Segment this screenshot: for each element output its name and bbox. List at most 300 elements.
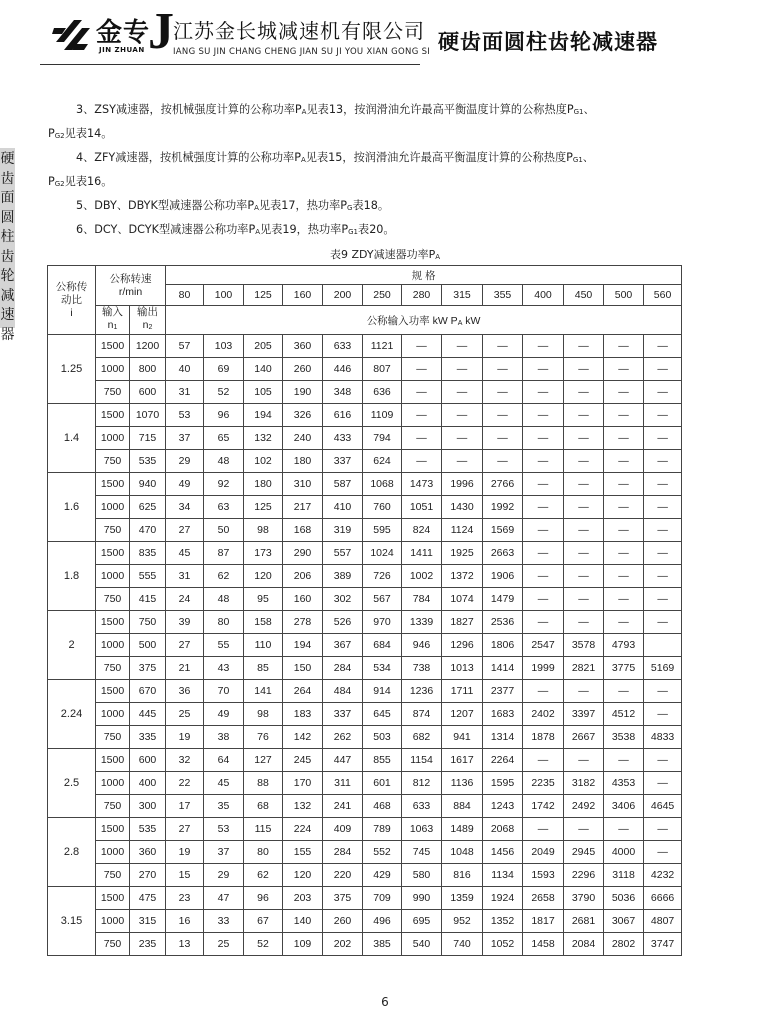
output-speed-cell: 940	[130, 473, 166, 496]
power-value-cell: 2235	[523, 772, 564, 795]
input-speed-cell: 1500	[96, 680, 130, 703]
power-value-cell: 170	[283, 772, 323, 795]
power-value-cell: 4512	[604, 703, 644, 726]
logo-chinese-name: 金专	[96, 18, 151, 48]
power-value-cell: 580	[402, 864, 442, 887]
side-tab-char: 轮	[0, 268, 15, 284]
size-header-cell: 560	[644, 285, 682, 306]
side-tab-char: 硬	[0, 151, 15, 167]
power-value-cell: 447	[323, 749, 363, 772]
size-header-cell: 450	[564, 285, 604, 306]
power-value-cell: 278	[283, 611, 323, 634]
table-row	[48, 358, 682, 381]
size-header-cell: 160	[283, 285, 323, 306]
power-value-cell: 23	[166, 887, 204, 910]
power-value-cell: 39	[166, 611, 204, 634]
output-speed-cell: 360	[130, 841, 166, 864]
power-value-cell: 67	[244, 910, 283, 933]
power-value-cell: 3578	[564, 634, 604, 657]
power-value-cell: 125	[244, 496, 283, 519]
power-value-cell: 429	[363, 864, 402, 887]
power-value-cell: 310	[283, 473, 323, 496]
power-value-cell: 183	[283, 703, 323, 726]
power-value-cell: 1063	[402, 818, 442, 841]
power-value-cell: 52	[244, 933, 283, 956]
ratio-cell: 2.24	[48, 680, 96, 749]
power-value-cell: —	[564, 473, 604, 496]
power-value-cell: 684	[363, 634, 402, 657]
input-speed-cell: 750	[96, 864, 130, 887]
power-value-cell: 109	[283, 933, 323, 956]
output-speed-cell: 535	[130, 450, 166, 473]
power-value-cell: 53	[166, 404, 204, 427]
power-value-cell: —	[523, 427, 564, 450]
power-value-cell: 203	[283, 887, 323, 910]
power-value-cell: 140	[244, 358, 283, 381]
power-value-cell: 1456	[483, 841, 523, 864]
power-value-cell: 98	[244, 519, 283, 542]
power-value-cell: 1999	[523, 657, 564, 680]
power-value-cell: 110	[244, 634, 283, 657]
table-row	[48, 588, 682, 611]
power-value-cell: 3182	[564, 772, 604, 795]
power-value-cell: 1479	[483, 588, 523, 611]
power-value-cell: 1154	[402, 749, 442, 772]
power-value-cell: 5036	[604, 887, 644, 910]
table-row	[48, 450, 682, 473]
power-value-cell: —	[523, 450, 564, 473]
output-speed-cell: 375	[130, 657, 166, 680]
ratio-cell: 2.8	[48, 818, 96, 887]
input-speed-cell: 1500	[96, 542, 130, 565]
power-value-cell: —	[604, 588, 644, 611]
power-value-cell: 260	[323, 910, 363, 933]
ratio-cell: 1.4	[48, 404, 96, 473]
power-value-cell: 47	[204, 887, 244, 910]
power-value-cell: 6666	[644, 887, 682, 910]
power-value-cell: 27	[166, 634, 204, 657]
note-line: 3、ZSY减速器，按机械强度计算的公称功率$P_A$见表13，按润滑油允许最高平衡温度计算的公称热度$P_{G1}$、	[76, 103, 595, 116]
size-header-cell: 100	[204, 285, 244, 306]
power-value-cell: 29	[166, 450, 204, 473]
power-value-cell: 150	[283, 657, 323, 680]
power-value-cell: 120	[244, 565, 283, 588]
power-value-cell: 1683	[483, 703, 523, 726]
power-value-cell: 96	[244, 887, 283, 910]
power-value-cell: —	[402, 381, 442, 404]
power-value-cell: 205	[244, 335, 283, 358]
power-value-cell: —	[564, 565, 604, 588]
size-header-cell: 355	[483, 285, 523, 306]
power-value-cell: 76	[244, 726, 283, 749]
power-value-cell: —	[644, 381, 682, 404]
input-speed-cell: 1500	[96, 818, 130, 841]
power-value-cell: 1817	[523, 910, 564, 933]
power-value-cell: —	[644, 680, 682, 703]
power-value-cell: —	[523, 680, 564, 703]
power-value-cell: 24	[166, 588, 204, 611]
power-value-cell: 2264	[483, 749, 523, 772]
power-value-cell: 3406	[604, 795, 644, 818]
power-value-cell: 760	[363, 496, 402, 519]
table-row	[48, 726, 682, 749]
size-header-cell: 125	[244, 285, 283, 306]
power-value-cell: 1207	[442, 703, 483, 726]
input-speed-cell: 1500	[96, 473, 130, 496]
power-value-cell: 64	[204, 749, 244, 772]
power-value-cell: 1489	[442, 818, 483, 841]
power-value-cell: —	[402, 427, 442, 450]
power-value-cell: 789	[363, 818, 402, 841]
output-speed-cell: 600	[130, 381, 166, 404]
power-value-cell: 1134	[483, 864, 523, 887]
power-value-cell: 1074	[442, 588, 483, 611]
power-value-cell: 1372	[442, 565, 483, 588]
size-header-cell: 400	[523, 285, 564, 306]
power-value-cell: 87	[204, 542, 244, 565]
output-speed-cell: 300	[130, 795, 166, 818]
power-value-cell: 1359	[442, 887, 483, 910]
power-value-cell: 70	[204, 680, 244, 703]
ratio-cell: 1.6	[48, 473, 96, 542]
table-row	[48, 404, 682, 427]
output-speed-header: 输出 $n_2$	[130, 306, 166, 335]
power-value-cell: 80	[204, 611, 244, 634]
power-value-cell: 633	[402, 795, 442, 818]
side-tab-char: 面	[0, 190, 15, 206]
power-value-cell: 155	[283, 841, 323, 864]
power-table	[47, 265, 682, 956]
table-row	[48, 611, 682, 634]
power-value-cell: 1617	[442, 749, 483, 772]
input-speed-cell: 750	[96, 588, 130, 611]
power-value-cell: 98	[244, 703, 283, 726]
power-value-cell: —	[644, 404, 682, 427]
size-header-cell: 250	[363, 285, 402, 306]
power-value-cell: —	[523, 611, 564, 634]
power-value-cell: 224	[283, 818, 323, 841]
power-value-cell: —	[644, 611, 682, 634]
power-value-cell: 284	[323, 657, 363, 680]
power-value-cell: 245	[283, 749, 323, 772]
power-value-cell: 206	[283, 565, 323, 588]
power-value-cell: 946	[402, 634, 442, 657]
power-value-cell: 1925	[442, 542, 483, 565]
power-value-cell: 1593	[523, 864, 564, 887]
power-value-cell: 410	[323, 496, 363, 519]
power-value-cell: 745	[402, 841, 442, 864]
size-header-cell: 280	[402, 285, 442, 306]
power-value-cell: —	[644, 818, 682, 841]
input-speed-cell: 1500	[96, 335, 130, 358]
power-value-cell: 1742	[523, 795, 564, 818]
input-speed-header: 输入 $n_1$	[96, 306, 130, 335]
power-value-cell: —	[644, 565, 682, 588]
power-value-cell: 85	[244, 657, 283, 680]
output-speed-cell: 335	[130, 726, 166, 749]
power-value-cell: 4232	[644, 864, 682, 887]
size-header-cell: 80	[166, 285, 204, 306]
power-value-cell: 34	[166, 496, 204, 519]
power-value-cell: —	[644, 749, 682, 772]
power-value-cell: 3747	[644, 933, 682, 956]
power-value-cell: —	[644, 427, 682, 450]
power-value-cell: 645	[363, 703, 402, 726]
input-speed-cell: 750	[96, 657, 130, 680]
power-value-cell: —	[523, 358, 564, 381]
power-value-cell: 16	[166, 910, 204, 933]
ratio-cell: 1.25	[48, 335, 96, 404]
power-value-cell: —	[523, 519, 564, 542]
power-value-cell: —	[442, 381, 483, 404]
power-value-cell: 37	[204, 841, 244, 864]
power-value-cell: —	[483, 404, 523, 427]
table-row	[48, 335, 682, 358]
power-value-cell: —	[604, 749, 644, 772]
power-value-cell: 1906	[483, 565, 523, 588]
power-value-cell: —	[604, 542, 644, 565]
table-row	[48, 933, 682, 956]
logo-english-name: JIN ZHUAN	[99, 46, 145, 54]
power-value-cell: 57	[166, 335, 204, 358]
power-value-cell: 264	[283, 680, 323, 703]
power-value-cell: 36	[166, 680, 204, 703]
power-value-cell: 45	[204, 772, 244, 795]
power-value-cell: 1109	[363, 404, 402, 427]
power-value-cell: 2068	[483, 818, 523, 841]
power-value-cell: —	[483, 427, 523, 450]
power-value-cell: 2766	[483, 473, 523, 496]
power-value-cell: 534	[363, 657, 402, 680]
power-value-cell: 15	[166, 864, 204, 887]
power-value-cell: 102	[244, 450, 283, 473]
power-value-cell: 389	[323, 565, 363, 588]
input-speed-cell: 1500	[96, 749, 130, 772]
power-value-cell: 4793	[604, 634, 644, 657]
power-value-cell: 540	[402, 933, 442, 956]
power-value-cell: 616	[323, 404, 363, 427]
output-speed-cell: 1070	[130, 404, 166, 427]
power-value-cell: —	[564, 680, 604, 703]
power-value-cell: 1411	[402, 542, 442, 565]
power-value-cell: 1002	[402, 565, 442, 588]
power-value-cell: 25	[166, 703, 204, 726]
power-value-cell: 1458	[523, 933, 564, 956]
output-speed-cell: 475	[130, 887, 166, 910]
power-value-cell: 409	[323, 818, 363, 841]
power-value-cell: 311	[323, 772, 363, 795]
page-header	[0, 0, 770, 80]
output-speed-cell: 800	[130, 358, 166, 381]
power-value-cell: 127	[244, 749, 283, 772]
power-value-cell: 2377	[483, 680, 523, 703]
table-row	[48, 818, 682, 841]
output-speed-cell: 555	[130, 565, 166, 588]
power-value-cell: —	[604, 680, 644, 703]
power-value-cell: 33	[204, 910, 244, 933]
input-speed-cell: 750	[96, 450, 130, 473]
power-value-cell: 2296	[564, 864, 604, 887]
power-value-cell: —	[604, 358, 644, 381]
power-value-cell: —	[483, 358, 523, 381]
power-value-cell: 1924	[483, 887, 523, 910]
power-value-cell: —	[442, 358, 483, 381]
spec-header: 规 格	[166, 266, 682, 285]
power-value-cell: 262	[323, 726, 363, 749]
page-number: 6	[381, 995, 389, 1009]
power-value-cell: —	[523, 749, 564, 772]
power-value-cell: 1052	[483, 933, 523, 956]
power-value-cell: —	[564, 450, 604, 473]
power-value-cell: —	[442, 450, 483, 473]
input-speed-cell: 1000	[96, 427, 130, 450]
power-value-cell: 807	[363, 358, 402, 381]
power-value-cell: —	[402, 335, 442, 358]
power-value-cell: 65	[204, 427, 244, 450]
power-value-cell: 217	[283, 496, 323, 519]
power-value-cell: 52	[204, 381, 244, 404]
power-value-cell: —	[564, 542, 604, 565]
output-speed-cell: 315	[130, 910, 166, 933]
power-value-cell: 1243	[483, 795, 523, 818]
power-value-cell: 1352	[483, 910, 523, 933]
power-unit-header: 公称输入功率 kW $P_A$ kW	[166, 306, 682, 335]
power-value-cell: 1339	[402, 611, 442, 634]
power-value-cell: —	[442, 335, 483, 358]
power-value-cell: 241	[323, 795, 363, 818]
power-value-cell: —	[604, 381, 644, 404]
power-value-cell: 337	[323, 703, 363, 726]
table-row	[48, 496, 682, 519]
power-value-cell: 3118	[604, 864, 644, 887]
table-row	[48, 473, 682, 496]
table-row	[48, 772, 682, 795]
speed-header: 公称转速 r/min	[96, 266, 166, 306]
power-value-cell: 50	[204, 519, 244, 542]
power-value-cell: —	[564, 496, 604, 519]
power-value-cell: —	[604, 565, 644, 588]
power-value-cell: 88	[244, 772, 283, 795]
power-value-cell: —	[644, 519, 682, 542]
input-speed-cell: 1500	[96, 611, 130, 634]
power-value-cell: —	[402, 450, 442, 473]
side-tab-char: 齿	[0, 170, 15, 187]
power-value-cell: 587	[323, 473, 363, 496]
output-speed-cell: 535	[130, 818, 166, 841]
output-speed-cell: 270	[130, 864, 166, 887]
power-value-cell: 812	[402, 772, 442, 795]
power-value-cell: 48	[204, 588, 244, 611]
power-value-cell: 1595	[483, 772, 523, 795]
power-value-cell: —	[483, 381, 523, 404]
power-value-cell: 55	[204, 634, 244, 657]
power-value-cell: 27	[166, 519, 204, 542]
power-value-cell: 2663	[483, 542, 523, 565]
power-value-cell: —	[523, 496, 564, 519]
power-value-cell: 816	[442, 864, 483, 887]
size-header-cell: 200	[323, 285, 363, 306]
power-value-cell: —	[564, 818, 604, 841]
power-value-cell: 595	[363, 519, 402, 542]
power-value-cell: —	[523, 818, 564, 841]
output-speed-cell: 500	[130, 634, 166, 657]
power-value-cell: —	[644, 703, 682, 726]
power-value-cell: 68	[244, 795, 283, 818]
power-value-cell: —	[604, 404, 644, 427]
power-value-cell: 49	[166, 473, 204, 496]
power-value-cell: —	[604, 519, 644, 542]
side-tab-char: 柱	[0, 229, 15, 245]
power-value-cell: 2802	[604, 933, 644, 956]
power-value-cell: 1136	[442, 772, 483, 795]
power-value-cell: —	[564, 611, 604, 634]
power-value-cell: 1711	[442, 680, 483, 703]
power-value-cell: 3538	[604, 726, 644, 749]
power-value-cell: —	[604, 427, 644, 450]
power-value-cell: 31	[166, 565, 204, 588]
power-value-cell: 855	[363, 749, 402, 772]
company-name-pinyin: IANG SU JIN CHANG CHENG JIAN SU JI YOU XIAN GONG SI	[173, 47, 431, 57]
size-header-cell: 315	[442, 285, 483, 306]
input-speed-cell: 1000	[96, 565, 130, 588]
power-value-cell: 92	[204, 473, 244, 496]
input-speed-cell: 1000	[96, 358, 130, 381]
power-value-cell: 952	[442, 910, 483, 933]
power-value-cell: 552	[363, 841, 402, 864]
power-value-cell: 2821	[564, 657, 604, 680]
note-line: 6、DCY、DCYK型减速器公称功率$P_A$见表19，热功率$P_{G1}$表20。	[76, 223, 395, 236]
ratio-cell: 2.5	[48, 749, 96, 818]
power-value-cell: 1878	[523, 726, 564, 749]
power-value-cell: 484	[323, 680, 363, 703]
power-value-cell: —	[644, 588, 682, 611]
ratio-header: 公称传 动比 i	[48, 266, 96, 335]
output-speed-cell: 750	[130, 611, 166, 634]
power-value-cell: 874	[402, 703, 442, 726]
power-value-cell: —	[523, 542, 564, 565]
power-value-cell: 1051	[402, 496, 442, 519]
power-value-cell: —	[523, 335, 564, 358]
power-value-cell: —	[483, 335, 523, 358]
ratio-cell: 1.8	[48, 542, 96, 611]
power-value-cell: 738	[402, 657, 442, 680]
power-value-cell: 1569	[483, 519, 523, 542]
power-value-cell: 636	[363, 381, 402, 404]
power-value-cell: 2084	[564, 933, 604, 956]
power-value-cell: 4833	[644, 726, 682, 749]
product-title: 硬齿面圆柱齿轮减速器	[438, 30, 658, 54]
power-value-cell: 2658	[523, 887, 564, 910]
power-value-cell: 180	[283, 450, 323, 473]
power-value-cell: 62	[204, 565, 244, 588]
output-speed-cell: 715	[130, 427, 166, 450]
ratio-cell: 3.15	[48, 887, 96, 956]
power-value-cell: 794	[363, 427, 402, 450]
power-value-cell: —	[644, 450, 682, 473]
input-speed-cell: 1000	[96, 772, 130, 795]
power-value-cell: 140	[283, 910, 323, 933]
power-value-cell: 173	[244, 542, 283, 565]
power-value-cell: 319	[323, 519, 363, 542]
logo-j-letter: J	[148, 3, 174, 60]
power-value-cell: 31	[166, 381, 204, 404]
input-speed-cell: 1000	[96, 634, 130, 657]
intro-notes	[48, 99, 688, 243]
power-value-cell: 105	[244, 381, 283, 404]
power-value-cell: —	[402, 404, 442, 427]
power-value-cell: 446	[323, 358, 363, 381]
power-value-cell: 726	[363, 565, 402, 588]
